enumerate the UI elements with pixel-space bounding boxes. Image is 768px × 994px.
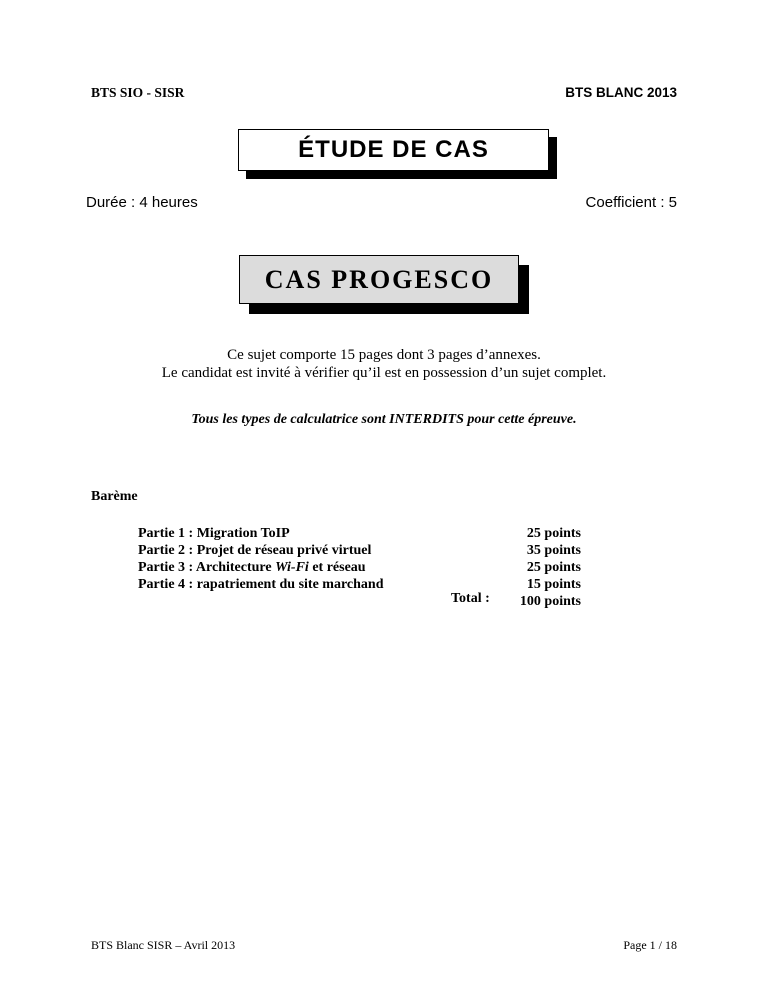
bareme-parts <box>138 525 383 593</box>
bareme-part-4: Partie 4 : rapatriement du site marchand <box>138 577 384 592</box>
intro <box>0 346 768 382</box>
case-box-text: CAS PROGESCO <box>239 255 519 304</box>
bareme-part-3-em: Wi-Fi <box>275 560 309 575</box>
duration: Durée : 4 heures <box>86 194 198 211</box>
bareme-total-label: Total : <box>451 591 490 606</box>
calculator-warning: Tous les types de calculatrice sont INTERDITS pour cette épreuve. <box>191 412 577 427</box>
header-left: BTS SIO - SISR <box>91 85 185 100</box>
bareme-title: Barème <box>91 489 138 504</box>
bareme-part-3-pre: Partie 3 : Architecture <box>138 560 276 575</box>
intro-line-1: Ce sujet comporte 15 pages dont 3 pages d’annexes. <box>227 347 541 363</box>
bareme-points-4: 15 points <box>526 577 581 592</box>
bareme-points-2: 35 points <box>526 543 581 558</box>
bareme-part-3 <box>138 559 383 576</box>
bareme-total-points: 100 points <box>519 594 581 609</box>
bareme-points-1: 25 points <box>526 526 581 541</box>
bareme-part-1: Partie 1 : Migration ToIP <box>138 526 290 541</box>
title-box-text: ÉTUDE DE CAS <box>238 129 549 171</box>
header-right: BTS BLANC 2013 <box>565 85 677 100</box>
bareme-part-3-post: et réseau <box>308 560 366 575</box>
bareme-part-2: Partie 2 : Projet de réseau privé virtuel <box>138 543 372 558</box>
bareme-points-3: 25 points <box>526 560 581 575</box>
footer-left: BTS Blanc SISR – Avril 2013 <box>91 938 236 952</box>
intro-line-2: Le candidat est invité à vérifier qu’il est en possession d’un sujet complet. <box>161 365 607 381</box>
bareme-points <box>506 525 581 610</box>
page-number: Page 1 / 18 <box>623 938 677 952</box>
coefficient: Coefficient : 5 <box>585 194 677 211</box>
